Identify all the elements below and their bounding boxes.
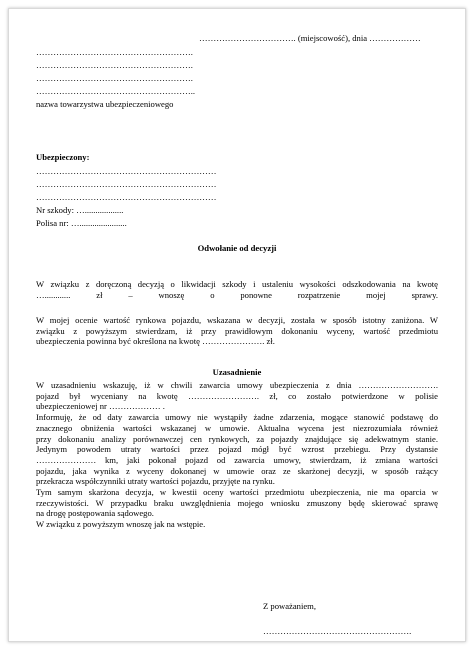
insured-line-1: ………………………………………………………: [36, 166, 217, 176]
justification-line: przekracza współczynniki utraty wartości pojazdu, przyjęte na rynku.: [36, 476, 275, 487]
paragraph-valuation-line: związku z powyższym stwierdzam, iż przy prawidłowym dokonaniu wyceny, wartość przedmiotu: [36, 325, 438, 336]
justification-line: W uzasadnieniu wskazuję, iż w chwili zawarcia umowy ubezpieczenia z dnia ……………………….: [36, 380, 438, 390]
paragraph-valuation-line: ubezpieczenia powinna być określona na kwotę …………………. zł.: [36, 336, 275, 347]
justification-line: przy dokonaniu analizy porównawczej cen rynkowych, za pojazdy znajdujące się adekwatnym stanie.: [36, 433, 438, 444]
justification-line: pojazdu, jaka wynika z wyceny dokonanej w umowie oraz ze skarżonej decyzji, w sposób rażący: [36, 465, 438, 476]
justification-line: znacznego obniżenia wartości wskazanej w umowie. Aktualna wycena jest niezrozumiała również: [36, 422, 438, 433]
insured-label: Ubezpieczony:: [36, 152, 90, 162]
insured-line-2: ………………………………………………………: [36, 179, 217, 189]
document-page: [8, 8, 466, 642]
paragraph-appeal-line: …............ zł – wnoszę o ponowne rozpatrzenie mojej sprawy.: [36, 289, 438, 300]
signature-line: …………………………………………….: [263, 626, 412, 636]
insurer-label: nazwa towarzystwa ubezpieczeniowego: [36, 99, 174, 109]
paragraph-valuation-line: W mojej ocenie wartość rynkowa pojazdu, wskazana w decyzji, została w sposób istotny zaniżona. W: [36, 315, 438, 325]
claim-number: Nr szkody: …..................: [36, 205, 124, 215]
justification-line: Jedynym powodem utraty wartości przez pojazd mógł być wzrost przebiegu. Przy dystansie: [36, 444, 438, 455]
justification-body: [36, 380, 438, 530]
document-title: Odwołanie od decyzji: [197, 243, 277, 253]
justification-line: Informuję, że od daty zawarcia umowy nie wystąpiły żadne zdarzenia, mogące stanowić podstawę do: [36, 412, 438, 423]
justification-line: rzeczywistości. W przypadku braku uwzględnienia mojego wniosku zmuszony będę skierować sprawę: [36, 497, 438, 508]
paragraph-appeal: [36, 279, 438, 300]
closing-greeting: Z poważaniem,: [263, 601, 316, 611]
place-date-line: ……………………………. (miejscowość), dnia ………………: [199, 33, 421, 43]
insured-line-3: ………………………………………………………: [36, 192, 217, 202]
paragraph-valuation: [36, 315, 438, 347]
justification-line: pojazd był wyceniany na kwotę ……………………. zł, co zostało potwierdzone w polisie: [36, 390, 438, 401]
paragraph-appeal-line: W związku z doręczoną decyzją o likwidacji szkody i ustaleniu wysokości odszkodowania na kwotę: [36, 279, 438, 289]
justification-line: Tym samym skarżona decyzja, w kwestii oceny wartości przedmiotu ubezpieczenia, nie ma oparcia w: [36, 487, 438, 498]
insurer-line-2: ……………………………………………….: [36, 60, 193, 70]
justification-line: na drogę postępowania sądowego.: [36, 508, 154, 519]
insurer-line-3: ……………………………………………….: [36, 73, 193, 83]
justification-title: Uzasadnienie: [212, 367, 262, 377]
policy-number: Polisa nr: …......................: [36, 218, 127, 228]
insurer-line-1: ……………………………………………….: [36, 47, 193, 57]
justification-line: ………………… km, jaki pokonał pojazd od zawarcia umowy, stwierdzam, iż zmiana wartości: [36, 454, 438, 465]
insurer-line-4: ………………………………………………..: [36, 86, 195, 96]
justification-line: ubezpieczeniowej nr ……………… .: [36, 401, 165, 412]
justification-line: W związku z powyższym wnoszę jak na wstępie.: [36, 519, 206, 530]
